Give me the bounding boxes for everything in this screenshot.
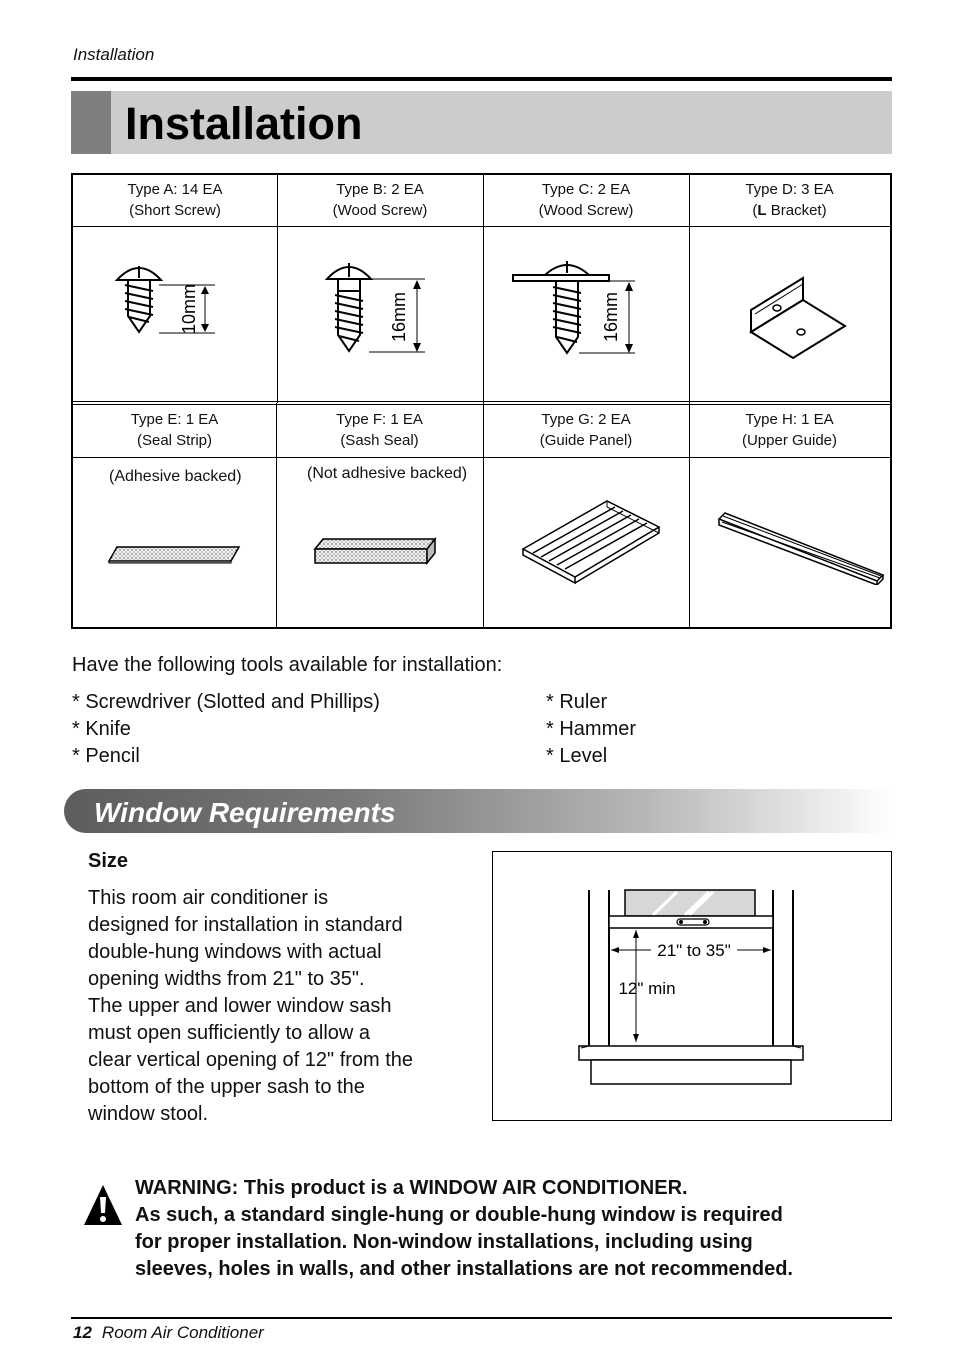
part-a-name: (Short Screw) — [129, 202, 221, 219]
part-b-name: (Wood Screw) — [332, 202, 428, 219]
warning-line: for proper installation. Non-window installations, including using — [135, 1231, 753, 1253]
title-band — [71, 91, 892, 154]
part-a-dimension: 10mm — [179, 283, 199, 335]
part-g-label — [483, 409, 689, 451]
part-e-note: (Adhesive backed) — [109, 468, 242, 485]
size-line: This room air conditioner is — [88, 887, 329, 909]
part-f-note: (Not adhesive backed) — [307, 465, 468, 482]
sash-seal-icon — [311, 535, 441, 567]
part-d-name: (L Bracket) — [752, 202, 827, 219]
warning-line: sleeves, holes in walls, and other installations are not recommended. — [135, 1258, 793, 1280]
seal-strip-icon — [107, 541, 241, 565]
part-b-dimension: 16mm — [389, 291, 409, 343]
part-a-type: Type A: 14 EA — [127, 181, 223, 198]
part-d-label — [689, 179, 890, 221]
warning-text — [135, 1175, 895, 1283]
tool-item: * Screwdriver (Slotted and Phillips) — [72, 691, 380, 713]
tool-item: * Level — [546, 745, 608, 767]
grid-line — [73, 401, 890, 402]
wood-screw-icon — [313, 255, 433, 365]
part-c-label — [483, 179, 689, 221]
section-heading: Window Requirements — [94, 797, 396, 828]
part-b-type: Type B: 2 EA — [336, 181, 424, 198]
window-illustration — [493, 852, 891, 1120]
tool-item: * Ruler — [546, 691, 608, 713]
part-c-type: Type C: 2 EA — [541, 181, 631, 198]
size-line: window stool. — [88, 1103, 209, 1125]
short-screw-icon — [103, 260, 223, 350]
part-h-name: (Upper Guide) — [741, 432, 838, 449]
size-line: opening widths from 21" to 35". — [88, 968, 365, 990]
size-line: clear vertical opening of 12" from the — [88, 1049, 414, 1071]
width-label: 21" to 35" — [657, 941, 731, 960]
size-paragraph — [88, 885, 483, 1128]
part-h-label — [689, 409, 890, 451]
part-a-label — [73, 179, 277, 221]
size-line: bottom of the upper sash to the — [88, 1076, 365, 1098]
size-line: double-hung windows with actual — [88, 941, 382, 963]
guide-panel-icon — [519, 497, 667, 587]
bottom-rule — [71, 1317, 892, 1319]
size-line: must open sufficiently to allow a — [88, 1022, 371, 1044]
grid-line — [73, 457, 890, 458]
top-rule — [71, 77, 892, 81]
warning-triangle-icon — [83, 1183, 123, 1227]
l-bracket-icon — [745, 270, 855, 360]
warning-line: WARNING: This product is a WINDOW AIR CONDITIONER. — [135, 1177, 688, 1199]
title-accent-block — [71, 91, 111, 154]
part-g-type: Type G: 2 EA — [541, 411, 631, 428]
part-h-type: Type H: 1 EA — [745, 411, 834, 428]
part-e-type: Type E: 1 EA — [130, 411, 219, 428]
part-g-name: (Guide Panel) — [539, 432, 633, 449]
page-title: Installation — [125, 98, 363, 149]
part-e-name: (Seal Strip) — [136, 432, 213, 449]
height-label: 12" min — [618, 979, 676, 998]
part-b-label — [277, 179, 483, 221]
size-heading: Size — [88, 850, 129, 872]
part-f-type: Type F: 1 EA — [336, 411, 423, 428]
size-line: designed for installation in standard — [88, 914, 403, 936]
warning-line: As such, a standard single-hung or double-hung window is required — [135, 1204, 783, 1226]
page-number: 12 — [73, 1323, 92, 1342]
part-f-label — [276, 409, 483, 451]
part-c-dimension: 16mm — [601, 291, 621, 343]
grid-line — [73, 404, 890, 405]
grid-line — [73, 226, 890, 227]
tool-item: * Hammer — [546, 718, 637, 740]
footer-title: Room Air Conditioner — [101, 1323, 264, 1342]
part-c-name: (Wood Screw) — [538, 202, 634, 219]
parts-table — [71, 173, 892, 629]
running-header: Installation — [73, 45, 155, 64]
section-band — [64, 789, 894, 833]
tools-intro: Have the following tools available for installation: — [72, 654, 503, 676]
tool-item: * Knife — [72, 718, 131, 740]
washer-wood-screw-icon — [509, 253, 639, 365]
tool-item: * Pencil — [72, 745, 140, 767]
upper-guide-icon — [717, 509, 889, 585]
size-line: The upper and lower window sash — [88, 995, 392, 1017]
part-e-label — [73, 409, 276, 451]
page-footer — [73, 1323, 264, 1343]
part-f-name: (Sash Seal) — [340, 432, 419, 449]
window-diagram — [492, 851, 892, 1121]
part-d-type: Type D: 3 EA — [745, 181, 834, 198]
